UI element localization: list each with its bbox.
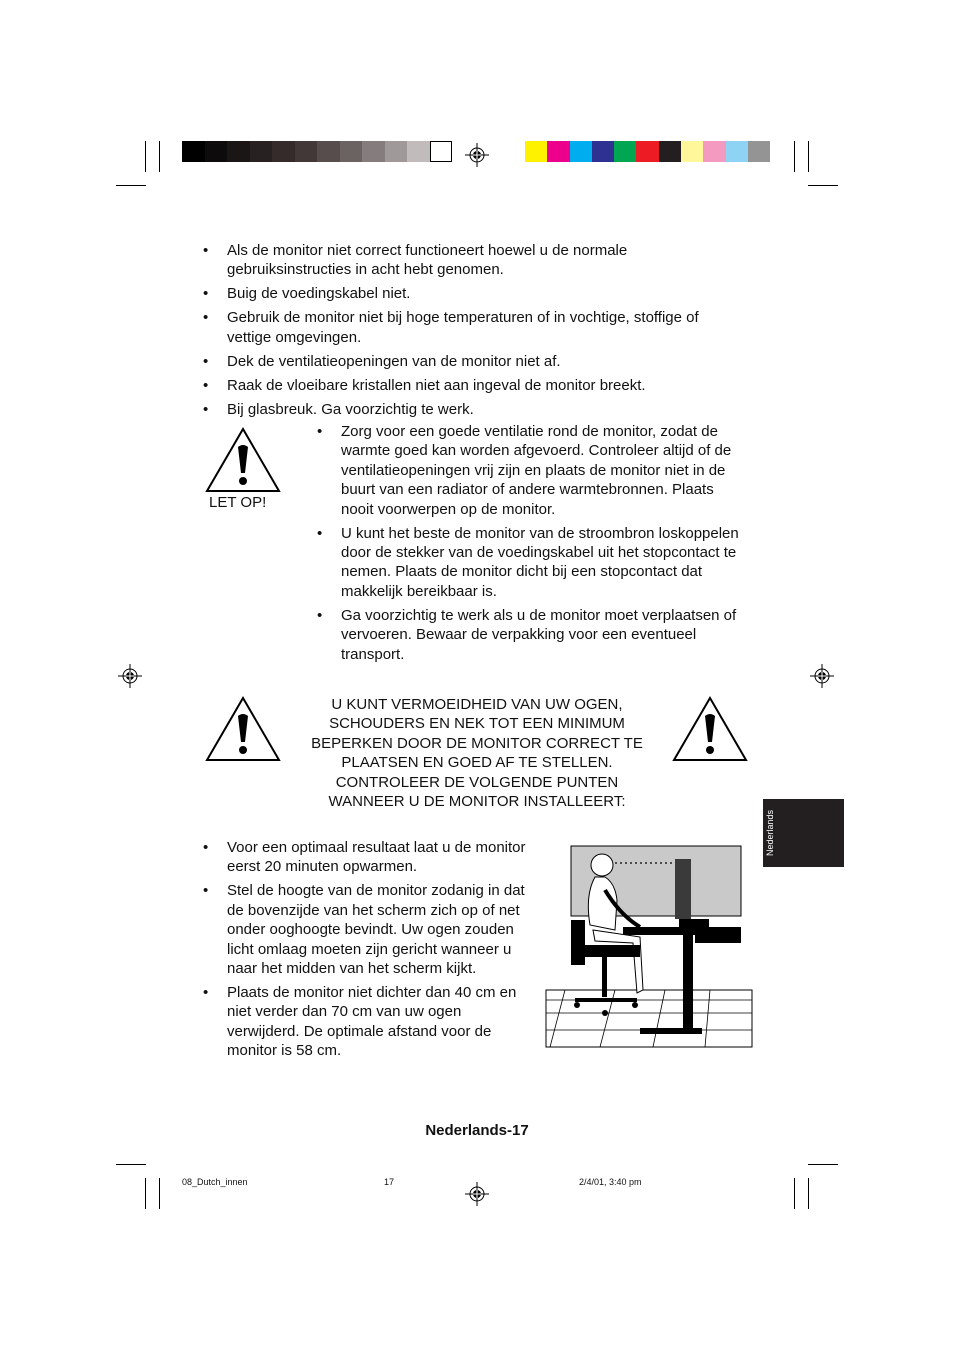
grayscale-swatch (430, 141, 453, 162)
warning-line: WANNEER U DE MONITOR INSTALLEERT: (328, 793, 626, 811)
list-item: • Buig de voedingskabel niet. (203, 284, 723, 303)
list-item: • Bij glasbreuk. Ga voorzichtig te werk. (203, 400, 723, 419)
bullet-list-top (203, 241, 723, 424)
side-tab-label: Nederlands (765, 809, 775, 857)
caution-label: LET OP! (209, 494, 267, 511)
language-side-tab (763, 799, 844, 867)
list-item: • Raak de vloeibare kristallen niet aan ingeval de monitor breekt. (203, 376, 723, 395)
grayscale-swatch (295, 141, 318, 162)
grayscale-swatch (317, 141, 340, 162)
list-item: • Gebruik de monitor niet bij hoge temperaturen of in vochtige, stoffige of vettige omgevingen. (203, 308, 723, 347)
warning-triangle-icon (205, 427, 281, 493)
list-item: • Stel de hoogte van de monitor zodanig in dat de bovenzijde van het scherm zich op of net onder ooghoogte bevindt. Uw ogen zouden licht omlaag moeten zijn gericht wanneer u naar het midden van het scherm kijkt. (203, 881, 528, 978)
warning-triangle-icon (205, 696, 281, 762)
grayscale-swatch (250, 141, 273, 162)
grayscale-swatch (205, 141, 228, 162)
grayscale-swatch (407, 141, 430, 162)
grayscale-swatch (362, 141, 385, 162)
grayscale-calibration-bar (182, 141, 452, 162)
list-item: • Dek de ventilatieopeningen van de monitor niet af. (203, 352, 723, 371)
grayscale-swatch (340, 141, 363, 162)
list-item: • U kunt het beste de monitor van de stroombron loskoppelen door de stekker van de voedingskabel uit het stopcontact te nemen. Plaats de monitor dicht bij een stopcontact dat makkelijk bereikbaar is. (317, 524, 750, 602)
color-calibration-bar (525, 141, 770, 162)
slug-page-number: 17 (384, 1177, 395, 1187)
color-swatch (659, 141, 681, 162)
warning-line: U KUNT VERMOEIDHEID VAN UW OGEN, (331, 696, 623, 713)
color-swatch (681, 141, 703, 162)
list-item: • Zorg voor een goede ventilatie rond de monitor, zodat de warmte goed kan worden afgevoerd. Controleer altijd of de ventilatieopeningen vrij zijn en plaats de monitor niet in de buurt van een radiator of andere warmtebronnen. Plaats nooit voorwerpen op de monitor. (317, 422, 750, 519)
caution-bullet-list (317, 422, 750, 669)
color-swatch (547, 141, 569, 162)
list-item: • Voor een optimaal resultaat laat u de monitor eerst 20 minuten opwarmen. (203, 838, 528, 877)
list-item: • Ga voorzichtig te werk als u de monitor moet verplaatsen of vervoeren. Bewaar de verpakking voor een eventueel transport. (317, 606, 750, 664)
registration-mark-icon (810, 664, 834, 688)
list-item: • Plaats de monitor niet dichter dan 40 cm en niet verder dan 70 cm van uw ogen verwijderd. De optimale afstand voor de monitor is 58 cm. (203, 983, 528, 1061)
warning-line: SCHOUDERS EN NEK TOT EEN MINIMUM (329, 715, 625, 733)
registration-mark-icon (465, 1182, 489, 1206)
color-swatch (614, 141, 636, 162)
warning-line: PLAATSEN EN GOED AF TE STELLEN. (341, 754, 613, 772)
color-swatch (726, 141, 748, 162)
warning-triangle-icon (672, 696, 748, 762)
color-swatch (636, 141, 658, 162)
page-footer-title: Nederlands-17 (425, 1122, 529, 1139)
color-swatch (592, 141, 614, 162)
color-swatch (703, 141, 725, 162)
color-swatch (748, 141, 770, 162)
registration-mark-icon (465, 143, 489, 167)
grayscale-swatch (227, 141, 250, 162)
color-swatch (525, 141, 547, 162)
grayscale-swatch (272, 141, 295, 162)
grayscale-swatch (385, 141, 408, 162)
slug-date: 2/4/01, 3:40 pm (579, 1177, 642, 1187)
bullet-list-bottom (203, 838, 528, 1065)
warning-line: CONTROLEER DE VOLGENDE PUNTEN (335, 773, 619, 791)
color-swatch (570, 141, 592, 162)
list-item: • Als de monitor niet correct functioneert hoewel u de normale gebruiksinstructies in acht hebt genomen. (203, 241, 723, 280)
slug-file-name: 08_Dutch_innen (182, 1177, 248, 1187)
ergonomic-workstation-illustration (545, 845, 755, 1050)
registration-mark-icon (118, 664, 142, 688)
grayscale-swatch (182, 141, 205, 162)
ergonomics-warning-text (286, 695, 668, 811)
warning-line: BEPERKEN DOOR DE MONITOR CORRECT TE (311, 734, 643, 752)
